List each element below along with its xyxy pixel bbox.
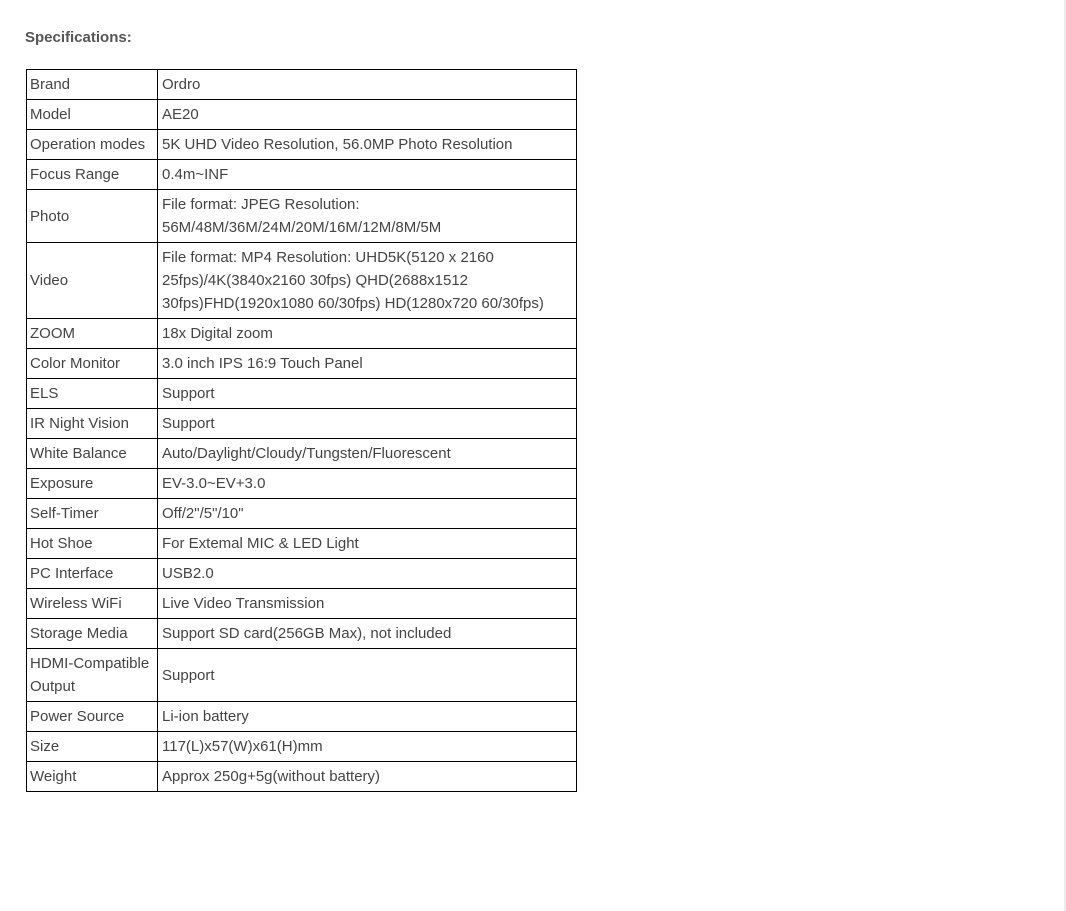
spec-row-operation-modes (27, 130, 577, 160)
spec-value: Ordro (158, 70, 577, 100)
spec-row-els (27, 379, 577, 409)
spec-row-storage-media (27, 619, 577, 649)
spec-label: Video (27, 243, 158, 319)
spec-label: Brand (27, 70, 158, 100)
spec-value: Li-ion battery (158, 702, 577, 732)
spec-row-ir-night-vision (27, 409, 577, 439)
spec-row-model (27, 100, 577, 130)
spec-row-hdmi-output (27, 649, 577, 702)
spec-value: 3.0 inch IPS 16:9 Touch Panel (158, 349, 577, 379)
spec-value: Live Video Transmission (158, 589, 577, 619)
spec-value: 117(L)x57(W)x61(H)mm (158, 732, 577, 762)
spec-label: Power Source (27, 702, 158, 732)
spec-label: Weight (27, 762, 158, 792)
spec-label: Focus Range (27, 160, 158, 190)
spec-value: File format: JPEG Resolution: 56M/48M/36M/24M/20M/16M/12M/8M/5M (158, 190, 577, 243)
spec-value: For Extemal MIC & LED Light (158, 529, 577, 559)
spec-label: Hot Shoe (27, 529, 158, 559)
spec-label: IR Night Vision (27, 409, 158, 439)
spec-value: Auto/Daylight/Cloudy/Tungsten/Fluorescent (158, 439, 577, 469)
specifications-heading: Specifications: (25, 29, 132, 46)
spec-label: ZOOM (27, 319, 158, 349)
spec-row-wireless-wifi (27, 589, 577, 619)
spec-row-self-timer (27, 499, 577, 529)
spec-value: 5K UHD Video Resolution, 56.0MP Photo Resolution (158, 130, 577, 160)
spec-row-photo (27, 190, 577, 243)
spec-row-video (27, 243, 577, 319)
spec-value: Support (158, 409, 577, 439)
spec-label: Exposure (27, 469, 158, 499)
spec-value: 18x Digital zoom (158, 319, 577, 349)
spec-value: Off/2"/5"/10" (158, 499, 577, 529)
spec-value: Support SD card(256GB Max), not included (158, 619, 577, 649)
spec-row-size (27, 732, 577, 762)
spec-label: Wireless WiFi (27, 589, 158, 619)
spec-value: Approx 250g+5g(without battery) (158, 762, 577, 792)
spec-label: PC Interface (27, 559, 158, 589)
spec-label: Operation modes (27, 130, 158, 160)
spec-label: Model (27, 100, 158, 130)
spec-row-weight (27, 762, 577, 792)
spec-label: Storage Media (27, 619, 158, 649)
spec-row-zoom (27, 319, 577, 349)
spec-value: AE20 (158, 100, 577, 130)
spec-label: White Balance (27, 439, 158, 469)
spec-row-focus-range (27, 160, 577, 190)
spec-value: File format: MP4 Resolution: UHD5K(5120 x 2160 25fps)/4K(3840x2160 30fps) QHD(2688x1512 30fps)FHD(1920x1080 60/30fps) HD(1280x720 60/30fps) (158, 243, 577, 319)
spec-value: Support (158, 649, 577, 702)
spec-label: HDMI-Compatible Output (27, 649, 158, 702)
spec-label: ELS (27, 379, 158, 409)
spec-value: EV-3.0~EV+3.0 (158, 469, 577, 499)
spec-row-hot-shoe (27, 529, 577, 559)
spec-label: Size (27, 732, 158, 762)
spec-value: 0.4m~INF (158, 160, 577, 190)
spec-value: USB2.0 (158, 559, 577, 589)
spec-label: Photo (27, 190, 158, 243)
spec-row-color-monitor (27, 349, 577, 379)
spec-label: Self-Timer (27, 499, 158, 529)
spec-row-white-balance (27, 439, 577, 469)
specifications-table (26, 69, 577, 792)
spec-row-brand (27, 70, 577, 100)
spec-value: Support (158, 379, 577, 409)
spec-row-exposure (27, 469, 577, 499)
spec-row-power-source (27, 702, 577, 732)
spec-label: Color Monitor (27, 349, 158, 379)
spec-row-pc-interface (27, 559, 577, 589)
